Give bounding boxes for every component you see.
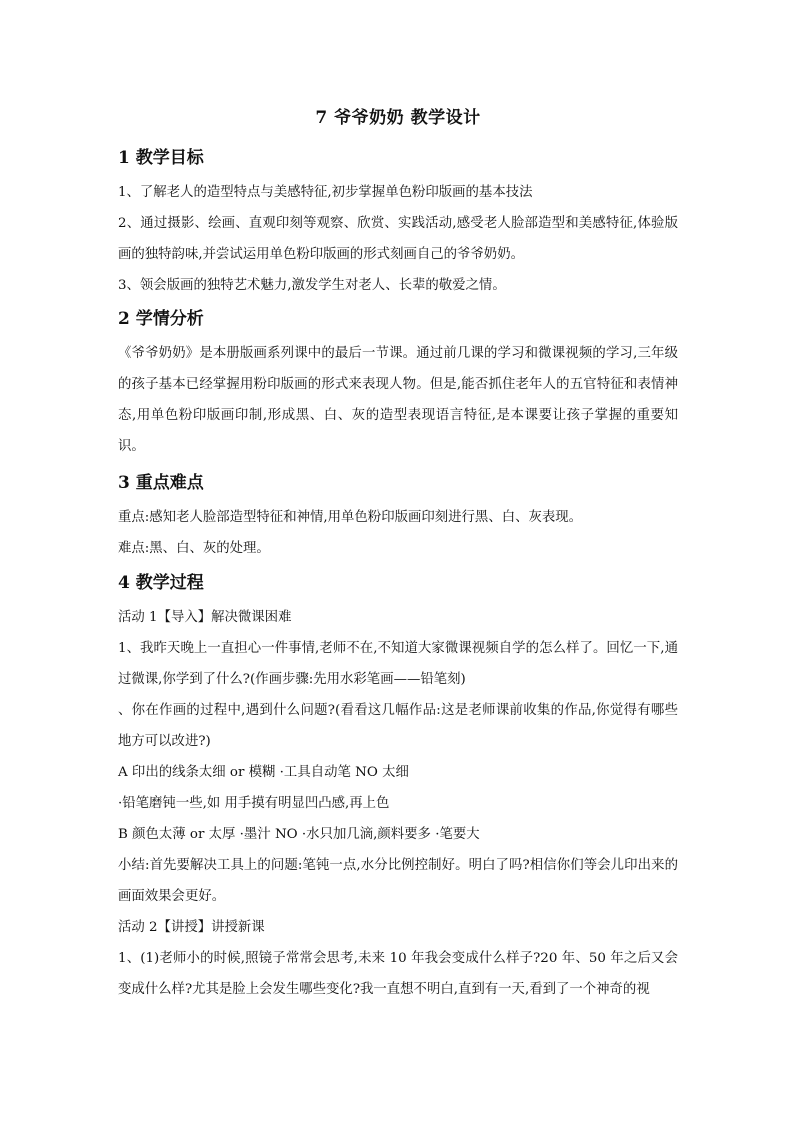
section-heading-teaching-goals: 1 教学目标: [118, 148, 204, 168]
section-heading-learner-analysis: 2 学情分析: [118, 309, 204, 329]
goal-paragraph-1: 1、了解老人的造型特点与美感特征,初步掌握单色粉印版画的基本技法: [118, 185, 533, 200]
process-paragraph-3: 1、(1)老师小的时候,照镜子常常会思考,未来 10 年我会变成什么样子?20 年、50 年之后又会变成什么样?尤其是脸上会发生哪些变化?我一直想不明白,直到有一天,看到了一个神奇的视: [118, 951, 678, 997]
problem-a-solution-line: ·铅笔磨钝一些,如 用手摸有明显凹凸感,再上色: [118, 796, 390, 811]
problem-b-line: B 颜色太薄 or 太厚 ·墨汁 NO ·水只加几滴,颜料要多 ·笔要大: [118, 827, 480, 842]
problem-a-line: A 印出的线条太细 or 模糊 ·工具自动笔 NO 太细: [118, 765, 409, 780]
process-paragraph-1: 1、我昨天晚上一直担心一件事情,老师不在,不知道大家微课视频自学的怎么样了。回忆一下,通过微课,你学到了什么?(作画步骤:先用水彩笔画——铅笔刻): [118, 641, 678, 687]
document-body: [118, 104, 678, 1005]
section-heading-key-points: 3 重点难点: [118, 473, 204, 493]
key-point-paragraph: 重点:感知老人脸部造型特征和神情,用单色粉印版画印刻进行黑、白、灰表现。: [118, 510, 583, 525]
goal-paragraph-3: 3、领会版画的独特艺术魅力,激发学生对老人、长辈的敬爱之情。: [118, 278, 506, 293]
section-heading-teaching-process: 4 教学过程: [118, 573, 204, 593]
goal-paragraph-2: 2、通过摄影、绘画、直观印刻等观察、欣赏、实践活动,感受老人脸部造型和美感特征,体验版画的独特韵味,并尝试运用单色粉印版画的形式刻画自己的爷爷奶奶。: [118, 216, 678, 262]
analysis-paragraph: 《爷爷奶奶》是本册版画系列课中的最后一节课。通过前几课的学习和微课视频的学习,三年级的孩子基本已经掌握用粉印版画的形式来表现人物。但是,能否抓住老年人的五官特征和表情神态,用单色粉印版画印制,形成黑、白、灰的造型表现语言特征,是本课要让孩子掌握的重要知识。: [118, 346, 678, 454]
difficulty-paragraph: 难点:黑、白、灰的处理。: [118, 541, 270, 556]
process-paragraph-2: 、你在作画的过程中,遇到什么问题?(看看这几幅作品:这是老师课前收集的作品,你觉得有哪些地方可以改进?): [118, 703, 678, 749]
summary-paragraph: 小结:首先要解决工具上的问题:笔钝一点,水分比例控制好。明白了吗?相信你们等会儿印出来的画面效果会更好。: [118, 858, 678, 904]
document-title: 7 爷爷奶奶 教学设计: [315, 108, 481, 128]
activity-2-title: 活动 2【讲授】讲授新课: [118, 920, 265, 935]
activity-1-title: 活动 1【导入】解决微课困难: [118, 610, 292, 625]
